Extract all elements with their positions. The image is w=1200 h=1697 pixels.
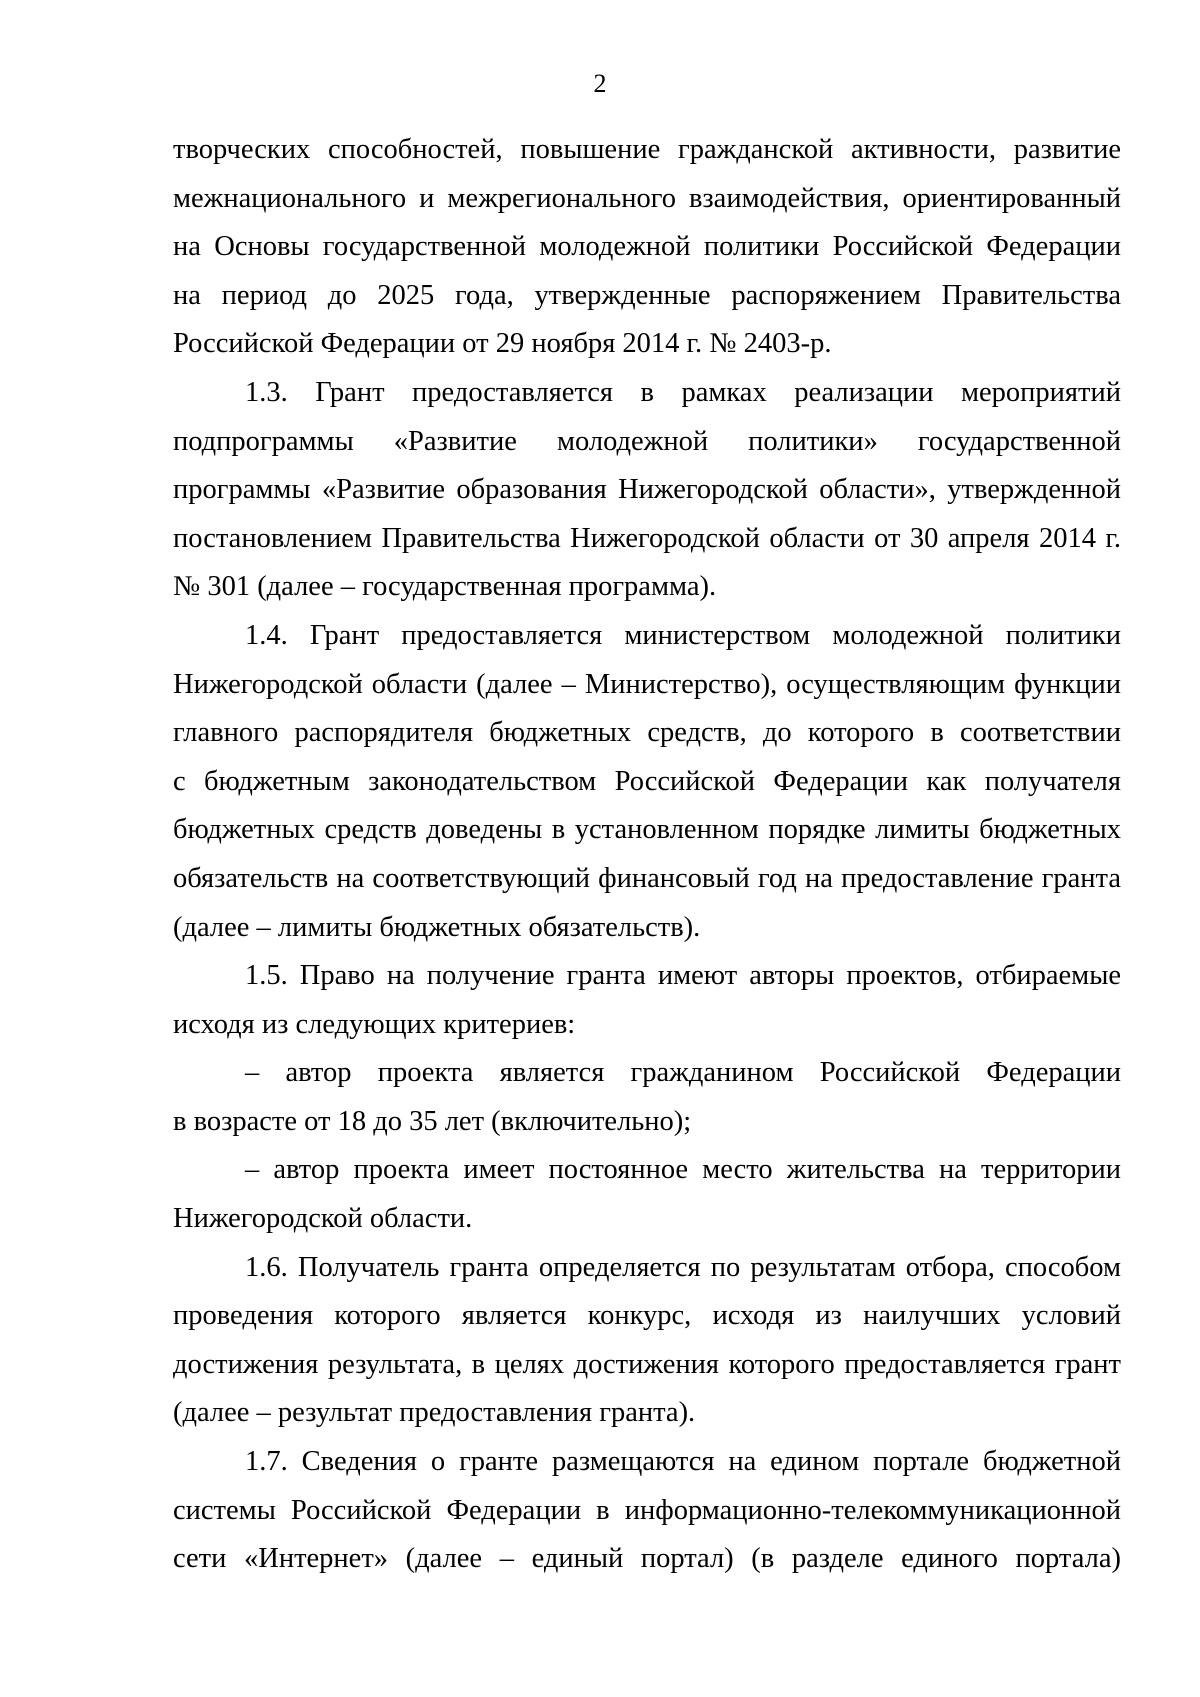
text-line: в возрасте от 18 до 35 лет (включительно); <box>173 1105 692 1137</box>
text-line: (далее – лимиты бюджетных обязательств). <box>173 911 701 943</box>
text-line: на период до 2025 года, утвержденные распоряжением Правительства <box>173 279 1121 311</box>
text-line: 1.4. Грант предоставляется министерством молодежной политики <box>245 619 1121 651</box>
paragraph-1-3 <box>173 369 1121 612</box>
text-line: обязательств на соответствующий финансовый год на предоставление гранта <box>173 862 1121 894</box>
text-line: программы «Развитие образования Нижегородской области», утвержденной <box>173 474 1121 506</box>
text-line: № 301 (далее – государственная программа). <box>173 571 717 603</box>
text-line: Российской Федерации от 29 ноября 2014 г. № 2403-р. <box>173 328 832 360</box>
text-line: Нижегородской области. <box>173 1203 473 1235</box>
text-line: Нижегородской области (далее – Министерство), осуществляющим функции <box>173 668 1121 700</box>
paragraph-continuation <box>173 126 1121 369</box>
text-line: (далее – результат предоставления гранта). <box>173 1397 696 1429</box>
text-line: главного распорядителя бюджетных средств, до которого в соответствии <box>173 717 1121 749</box>
text-line: 1.7. Сведения о гранте размещаются на едином портале бюджетной <box>245 1446 1121 1478</box>
text-line: подпрограммы «Развитие молодежной политики» государственной <box>173 425 1121 457</box>
text-line: 1.3. Грант предоставляется в рамках реализации мероприятий <box>245 376 1121 408</box>
document-body <box>173 126 1121 1584</box>
text-line: постановлением Правительства Нижегородской области от 30 апреля 2014 г. <box>173 522 1121 554</box>
paragraph-1-5 <box>173 952 1121 1049</box>
text-line: бюджетных средств доведены в установленном порядке лимиты бюджетных <box>173 814 1121 846</box>
text-line: творческих способностей, повышение гражданской активности, развитие <box>173 134 1121 165</box>
text-line: проведения которого является конкурс, исходя из наилучших условий <box>173 1300 1121 1332</box>
text-line: на Основы государственной молодежной политики Российской Федерации <box>173 231 1121 263</box>
text-line: исходя из следующих критериев: <box>173 1008 576 1040</box>
list-item-criterion-residence <box>173 1146 1121 1243</box>
paragraph-1-7 <box>173 1438 1121 1584</box>
paragraph-1-4 <box>173 612 1121 952</box>
text-line: 1.6. Получатель гранта определяется по результатам отбора, способом <box>245 1251 1121 1283</box>
text-line: 1.5. Право на получение гранта имеют авторы проектов, отбираемые <box>245 960 1121 992</box>
page-number: 2 <box>593 69 607 98</box>
text-line: – автор проекта является гражданином Российской Федерации <box>245 1057 1121 1089</box>
text-line: достижения результата, в целях достижения которого предоставляется грант <box>173 1348 1121 1380</box>
text-line: с бюджетным законодательством Российской Федерации как получателя <box>173 765 1121 797</box>
text-line: межнационального и межрегионального взаимодействия, ориентированный <box>173 182 1121 214</box>
text-line: – автор проекта имеет постоянное место жительства на территории <box>245 1154 1121 1186</box>
text-line: сети «Интернет» (далее – единый портал) (в разделе единого портала) <box>173 1543 1121 1575</box>
paragraph-1-6 <box>173 1244 1121 1438</box>
list-item-criterion-citizenship <box>173 1049 1121 1146</box>
text-line: системы Российской Федерации в информационно-телекоммуникационной <box>173 1494 1121 1526</box>
